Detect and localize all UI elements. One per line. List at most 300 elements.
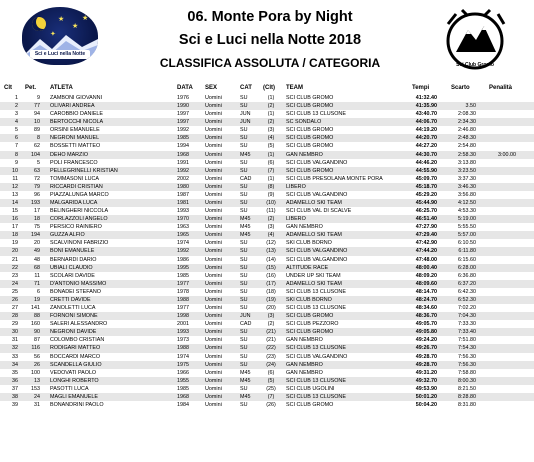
cell-atleta: COLOMBO CRISTIAN	[50, 337, 105, 344]
table-row	[0, 304, 534, 312]
cell-atleta: BERNARDI DARIO	[50, 256, 97, 263]
cell-sex: Uomini	[205, 151, 222, 158]
cell-clt-cat: (7)	[267, 393, 275, 400]
cell-data: 1997	[177, 119, 189, 126]
cell-clt-cat: (6)	[267, 159, 275, 166]
cell-clt-cat: (23)	[266, 353, 276, 360]
cell-pet: 19	[34, 296, 40, 303]
cell-scarto: 2:48.30	[458, 135, 476, 142]
cell-data: 1991	[177, 159, 189, 166]
cell-scarto: 7:54.30	[458, 345, 476, 352]
cell-atleta: NEGRONI DAVIDE	[50, 329, 97, 336]
cell-pet: 104	[31, 151, 40, 158]
table-row	[0, 102, 534, 110]
cell-atleta: SCOLARI DAVIDE	[50, 272, 95, 279]
cell-clt: 34	[12, 361, 18, 368]
cell-scarto: 3.50	[465, 103, 476, 110]
cell-scarto: 3:56.80	[458, 191, 476, 198]
cell-sex: Uomini	[205, 305, 222, 312]
cell-pet: 96	[34, 191, 40, 198]
cell-data: 1993	[177, 208, 189, 215]
cell-tempi: 47:48.00	[415, 256, 437, 263]
cell-team: SCI CLUB GROMO	[286, 329, 334, 336]
col-team: TEAM	[286, 85, 303, 91]
table-row	[0, 377, 534, 385]
cell-atleta: CRETTI DAVIDE	[50, 296, 91, 303]
cell-team: ALTITUDE RACE	[286, 264, 329, 271]
cell-sex: Uomini	[205, 119, 222, 126]
cell-scarto: 8:00.30	[458, 377, 476, 384]
cell-tempi: 47:27.90	[415, 224, 437, 231]
cell-data: 1970	[177, 216, 189, 223]
cell-pet: 63	[34, 167, 40, 174]
results-table	[0, 94, 534, 409]
cell-team: SCI CLUB VAL DI SCALVE	[286, 208, 352, 215]
cell-atleta: BELINGHERI NICCOLA	[50, 208, 109, 215]
cell-atleta: BERTOCCHI NICOLA	[50, 119, 104, 126]
cell-sex: Uomini	[205, 143, 222, 150]
cell-data: 1990	[177, 103, 189, 110]
cell-scarto: 6:36.80	[458, 272, 476, 279]
cell-atleta: RODIGARI MATTEO	[50, 345, 101, 352]
logo-band: Sci e Luci nella Notte	[30, 50, 90, 59]
col-atleta: ATLETA	[50, 85, 73, 91]
cell-scarto: 3:37.30	[458, 175, 476, 182]
table-row	[0, 183, 534, 191]
cell-clt-cat: (22)	[266, 345, 276, 352]
cell-clt: 25	[12, 288, 18, 295]
cell-clt: 21	[12, 256, 18, 263]
cell-team: ADAMELLO SKI TEAM	[286, 232, 342, 239]
cell-team: SKI CLUB BORNO	[286, 240, 332, 247]
col-sex: SEX	[205, 85, 218, 91]
cell-cat: SU	[240, 200, 248, 207]
cell-tempi: 48:09.20	[415, 272, 437, 279]
cell-sex: Uomini	[205, 103, 222, 110]
cell-cat: M45	[240, 232, 251, 239]
cell-clt-cat: (21)	[266, 337, 276, 344]
cell-sex: Uomini	[205, 393, 222, 400]
cell-pet: 31	[34, 401, 40, 408]
cell-clt: 37	[12, 385, 18, 392]
cell-atleta: SALERI ALESSANDRO	[50, 321, 108, 328]
cell-atleta: ZAMBONI GIOVANNI	[50, 95, 103, 101]
cell-data: 1992	[177, 248, 189, 255]
cell-clt: 39	[12, 401, 18, 408]
cell-team: SCI CLUB PRESOLANA MONTE PORA	[286, 175, 383, 182]
cell-pet: 24	[34, 393, 40, 400]
cell-team: SCI CLUB 13 CLUSONE	[286, 111, 346, 118]
cell-cat: SU	[240, 401, 248, 408]
cell-cat: SU	[240, 127, 248, 134]
table-row	[0, 247, 534, 255]
cell-clt-cat: (4)	[267, 232, 275, 239]
cell-tempi: 43:40.70	[415, 111, 437, 118]
table-row	[0, 126, 534, 134]
cell-clt-cat: (20)	[266, 305, 276, 312]
cell-clt-cat: (4)	[267, 135, 275, 142]
star-icon: ★	[58, 16, 65, 23]
cell-data: 2001	[177, 321, 189, 328]
cell-tempi: 49:28.70	[415, 353, 437, 360]
cell-tempi: 48:34.60	[415, 305, 437, 312]
cell-atleta: PELLEGRINELLI KRISTIAN	[50, 167, 118, 174]
cell-team: SCI CLUB GROMO	[286, 127, 334, 134]
cell-clt: 31	[12, 337, 18, 344]
cell-scarto: 5:57.00	[458, 232, 476, 239]
cell-atleta: PIAZZALUNGA MARCO	[50, 191, 109, 198]
cell-scarto: 2:58.30	[458, 151, 476, 158]
cell-pet: 100	[31, 369, 40, 376]
cell-cat: M45	[240, 216, 251, 223]
cell-clt: 19	[12, 240, 18, 247]
cell-cat: SU	[240, 329, 248, 336]
cell-cat: M45	[240, 369, 251, 376]
cell-tempi: 45:44.90	[415, 200, 437, 207]
cell-cat: M45	[240, 377, 251, 384]
cell-tempi: 44:30.70	[415, 151, 437, 158]
cell-cat: SU	[240, 240, 248, 247]
cell-scarto: 6:52.30	[458, 296, 476, 303]
cell-tempi: 48:00.40	[415, 264, 437, 271]
cell-tempi: 45:18.70	[415, 183, 437, 190]
cell-sex: Uomini	[205, 337, 222, 344]
cell-tempi: 50:04.20	[415, 401, 437, 408]
cell-data: 1974	[177, 240, 189, 247]
cell-tempi: 49:28.70	[415, 361, 437, 368]
cell-sex: Uomini	[205, 321, 222, 328]
cell-team: LIBERO	[286, 183, 306, 190]
cell-data: 1994	[177, 143, 189, 150]
cell-data: 1973	[177, 337, 189, 344]
table-row	[0, 175, 534, 183]
cell-cat: SU	[240, 248, 248, 255]
cell-tempi: 46:25.70	[415, 208, 437, 215]
cell-cat: SU	[240, 95, 248, 101]
cell-atleta: RICCARDI CRISTIAN	[50, 183, 103, 190]
cell-cat: SU	[240, 264, 248, 271]
cell-team: SCI CLUB GROMO	[286, 103, 334, 110]
cell-clt: 18	[12, 232, 18, 239]
cell-clt-cat: (10)	[266, 200, 276, 207]
table-row	[0, 369, 534, 377]
cell-data: 1965	[177, 232, 189, 239]
table-row	[0, 288, 534, 296]
col-cat: CAT	[240, 85, 252, 91]
table-row	[0, 280, 534, 288]
cell-sex: Uomini	[205, 111, 222, 118]
cell-atleta: CAROBBIO DANIELE	[50, 111, 104, 118]
cell-clt: 29	[12, 321, 18, 328]
table-row	[0, 199, 534, 207]
cell-pet: 116	[31, 345, 40, 352]
cell-clt-cat: (6)	[267, 369, 275, 376]
cell-pet: 72	[34, 175, 40, 182]
cell-team: SCI CLUB 13 CLUSONE	[286, 345, 346, 352]
cell-pet: 20	[34, 240, 40, 247]
cell-cat: SU	[240, 183, 248, 190]
cell-atleta: BONI EMANUELE	[50, 248, 95, 255]
document-header	[120, 8, 420, 71]
cell-tempi: 49:05.70	[415, 321, 437, 328]
cell-cat: JUN	[240, 111, 251, 118]
cell-clt-cat: (9)	[267, 191, 275, 198]
cell-atleta: ORSINI EMANUELE	[50, 127, 100, 134]
cell-penalita: 3:00.00	[498, 151, 516, 158]
cell-atleta: DEHO MARZIO	[50, 151, 89, 158]
cell-sex: Uomini	[205, 313, 222, 320]
cell-atleta: TOMMASONI LUCA	[50, 175, 100, 182]
table-row	[0, 312, 534, 320]
cell-clt-cat: (5)	[267, 143, 275, 150]
col-clt: Clt	[4, 85, 12, 91]
cell-data: 1993	[177, 329, 189, 336]
cell-clt-cat: (2)	[267, 216, 275, 223]
cell-clt: 33	[12, 353, 18, 360]
cell-pet: 26	[34, 361, 40, 368]
cell-pet: 75	[34, 224, 40, 231]
table-row	[0, 215, 534, 223]
cell-sex: Uomini	[205, 127, 222, 134]
cell-cat: JUN	[240, 119, 251, 126]
cell-pet: 79	[34, 183, 40, 190]
cell-sex: Uomini	[205, 95, 222, 101]
cell-team: SCI CLUB GROMO	[286, 135, 334, 142]
star-icon: ✦	[50, 31, 56, 38]
cell-pet: 77	[34, 103, 40, 110]
cell-sex: Uomini	[205, 135, 222, 142]
cell-sex: Uomini	[205, 361, 222, 368]
cell-sex: Uomini	[205, 296, 222, 303]
table-row	[0, 320, 534, 328]
cell-data: 1980	[177, 183, 189, 190]
cell-sex: Uomini	[205, 183, 222, 190]
cell-pet: 160	[31, 321, 40, 328]
cell-pet: 6	[37, 288, 40, 295]
cell-data: 1984	[177, 401, 189, 408]
cell-pet: 48	[34, 256, 40, 263]
cell-data: 1987	[177, 191, 189, 198]
col-tempi: Tempi	[412, 85, 430, 91]
cell-cat: SU	[240, 143, 248, 150]
cell-clt-cat: (3)	[267, 224, 275, 231]
cell-sex: Uomini	[205, 353, 222, 360]
cell-clt: 17	[12, 224, 18, 231]
table-row	[0, 231, 534, 239]
cell-atleta: NEGRONI MANUEL	[50, 135, 100, 142]
cell-atleta: PERSICO RAINIERO	[50, 224, 102, 231]
cell-clt-cat: (24)	[266, 361, 276, 368]
cell-pet: 8	[37, 135, 40, 142]
cell-pet: 10	[34, 119, 40, 126]
cell-team: GAN NEMBRO	[286, 224, 323, 231]
cell-clt: 1	[15, 95, 18, 101]
cell-tempi: 49:05.80	[415, 329, 437, 336]
table-row	[0, 353, 534, 361]
cell-cat: M45	[240, 151, 251, 158]
cell-team: ADAMELLO SKI TEAM	[286, 200, 342, 207]
cell-cat: SU	[240, 272, 248, 279]
cell-scarto: 4:12.50	[458, 200, 476, 207]
cell-clt-cat: (8)	[267, 183, 275, 190]
cell-clt: 7	[15, 143, 18, 150]
table-row	[0, 191, 534, 199]
cell-clt: 35	[12, 369, 18, 376]
cell-clt-cat: (1)	[267, 95, 275, 101]
cell-tempi: 49:26.70	[415, 345, 437, 352]
col-data: DATA	[177, 85, 193, 91]
cell-tempi: 48:24.70	[415, 296, 437, 303]
cell-clt-cat: (2)	[267, 103, 275, 110]
cell-team: SCI CLUB VALGANDINO	[286, 248, 348, 255]
cell-pet: 11	[34, 272, 40, 279]
cell-data: 1975	[177, 361, 189, 368]
cell-pet: 90	[34, 329, 40, 336]
cell-tempi: 44:27.20	[415, 143, 437, 150]
cell-scarto: 3:46.30	[458, 183, 476, 190]
cell-clt: 28	[12, 313, 18, 320]
table-row	[0, 207, 534, 215]
cell-atleta: LONGHI ROBERTO	[50, 377, 99, 384]
cell-data: 1992	[177, 167, 189, 174]
cell-clt-cat: (26)	[266, 401, 276, 408]
star-icon: ★	[72, 23, 79, 30]
cell-sex: Uomini	[205, 288, 222, 295]
cell-sex: Uomini	[205, 369, 222, 376]
ranking-title: CLASSIFICA ASSOLUTA / CATEGORIA	[159, 56, 381, 70]
cell-pet: 56	[34, 353, 40, 360]
cell-atleta: GUZZA ALFIO	[50, 232, 85, 239]
cell-team: SCI CLUB VALGANDINO	[286, 353, 348, 360]
cell-clt: 4	[15, 119, 18, 126]
table-row	[0, 94, 534, 102]
cell-data: 2002	[177, 175, 189, 182]
cell-cat: SU	[240, 208, 248, 215]
cell-atleta: MAGLI EMANUELE	[50, 393, 98, 400]
cell-sex: Uomini	[205, 264, 222, 271]
cell-cat: SU	[240, 337, 248, 344]
cell-clt-cat: (14)	[266, 256, 276, 263]
cell-pet: 193	[31, 200, 40, 207]
cell-data: 1985	[177, 385, 189, 392]
cell-data: 1992	[177, 127, 189, 134]
cell-atleta: OLIVARI ANDREA	[50, 103, 95, 110]
cell-cat: SU	[240, 280, 248, 287]
cell-clt-cat: (25)	[266, 385, 276, 392]
event-logo	[22, 7, 98, 65]
cell-clt-cat: (1)	[267, 151, 275, 158]
cell-cat: JUN	[240, 313, 251, 320]
cell-clt: 15	[12, 208, 18, 215]
cell-cat: SU	[240, 345, 248, 352]
cell-cat: SU	[240, 361, 248, 368]
cell-data: 1963	[177, 224, 189, 231]
cell-data: 1988	[177, 345, 189, 352]
table-header	[0, 83, 534, 93]
moon-icon	[32, 17, 46, 31]
cell-sex: Uomini	[205, 401, 222, 408]
cell-sex: Uomini	[205, 159, 222, 166]
cell-team: GAN NEMBRO	[286, 361, 323, 368]
cell-scarto: 2:54.80	[458, 143, 476, 150]
cell-atleta: VEDOVATI PAOLO	[50, 369, 97, 376]
table-row	[0, 344, 534, 352]
cell-team: SCI CLUB GROMO	[286, 167, 334, 174]
cell-atleta: BONADEI STEFANO	[50, 288, 101, 295]
cell-data: 1986	[177, 256, 189, 263]
table-row	[0, 296, 534, 304]
cell-clt: 8	[15, 151, 18, 158]
cell-clt-cat: (2)	[267, 321, 275, 328]
cell-clt-cat: (1)	[267, 111, 275, 118]
cell-tempi: 48:14.70	[415, 288, 437, 295]
cell-team: SCI CLUB VALGANDINO	[286, 256, 348, 263]
table-row	[0, 134, 534, 142]
cell-cat: SU	[240, 103, 248, 110]
cell-sex: Uomini	[205, 385, 222, 392]
cell-scarto: 3:13.80	[458, 159, 476, 166]
cell-data: 1978	[177, 288, 189, 295]
cell-atleta: BOSSETTI MATTEO	[50, 143, 101, 150]
cell-tempi: 47:42.90	[415, 240, 437, 247]
cell-cat: M45	[240, 224, 251, 231]
cell-team: SCI CLUB VALGANDINO	[286, 191, 348, 198]
cell-data: 1966	[177, 369, 189, 376]
cell-cat: M45	[240, 393, 251, 400]
cell-clt-cat: (21)	[266, 329, 276, 336]
col-scarto: Scarto	[451, 85, 470, 91]
cell-tempi: 44:20.70	[415, 135, 437, 142]
cell-sex: Uomini	[205, 345, 222, 352]
cell-pet: 71	[34, 280, 40, 287]
cell-cat: SU	[240, 159, 248, 166]
cell-tempi: 49:31.20	[415, 369, 437, 376]
cell-clt: 36	[12, 377, 18, 384]
cell-cat: CAD	[240, 175, 252, 182]
table-row	[0, 239, 534, 247]
cell-team: SCI CLUB 13 CLUSONE	[286, 393, 346, 400]
cell-team: SCI CLUB GROMO	[286, 143, 334, 150]
table-row	[0, 110, 534, 118]
cell-data: 1985	[177, 135, 189, 142]
cell-scarto: 2:08.30	[458, 111, 476, 118]
cell-clt-cat: (3)	[267, 313, 275, 320]
cell-tempi: 47:29.40	[415, 232, 437, 239]
cell-clt-cat: (16)	[266, 272, 276, 279]
cell-data: 1977	[177, 280, 189, 287]
cell-team: SCI CLUB 13 CLUSONE	[286, 288, 346, 295]
cell-team: SKI CLUB BORNO	[286, 296, 332, 303]
cell-data: 1995	[177, 264, 189, 271]
cell-sex: Uomini	[205, 377, 222, 384]
cell-scarto: 7:56.30	[458, 361, 476, 368]
cell-sex: Uomini	[205, 224, 222, 231]
cell-scarto: 6:10.50	[458, 240, 476, 247]
cell-clt: 3	[15, 111, 18, 118]
cell-tempi: 44:06.70	[415, 119, 437, 126]
cell-pet: 9	[37, 95, 40, 101]
star-icon: ★	[82, 15, 89, 22]
cell-clt: 16	[12, 216, 18, 223]
cell-clt: 23	[12, 272, 18, 279]
cell-pet: 68	[34, 264, 40, 271]
cell-clt-cat: (11)	[266, 208, 276, 215]
cell-scarto: 5:55.50	[458, 224, 476, 231]
cell-atleta: SCALVINONI FABRIZIO	[50, 240, 109, 247]
cell-tempi: 45:09.70	[415, 175, 437, 182]
cell-scarto: 7:33.30	[458, 321, 476, 328]
cell-atleta: BONANDRINI PAOLO	[50, 401, 104, 408]
